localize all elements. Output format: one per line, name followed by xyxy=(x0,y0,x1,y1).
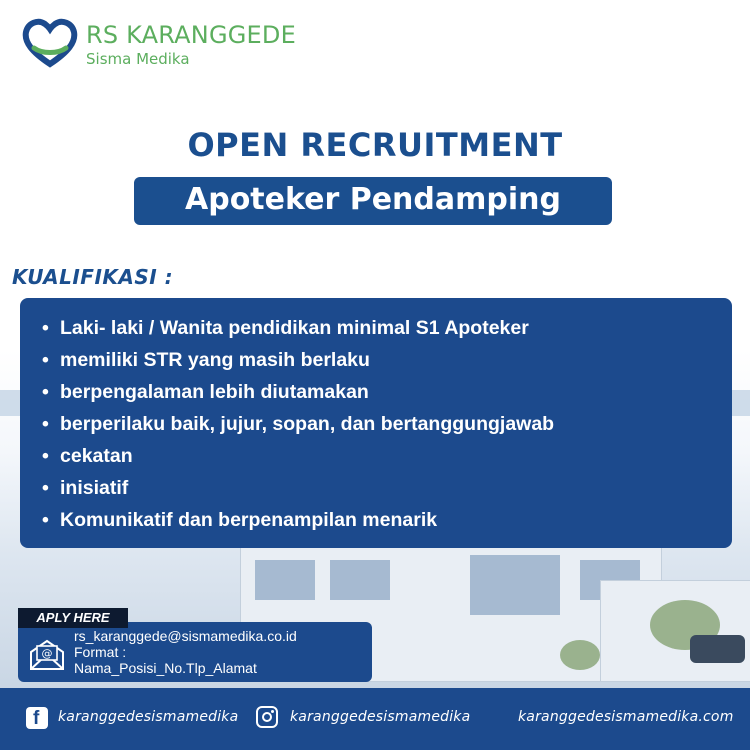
apply-here-tag: APLY HERE xyxy=(18,608,128,628)
hospital-logo xyxy=(22,18,296,68)
website-link[interactable]: karanggedesismamedika.com xyxy=(518,709,734,725)
list-item: • berpengalaman lebih diutamakan xyxy=(42,381,369,403)
apply-info-box xyxy=(18,622,372,682)
logo-subtitle: Sisma Medika xyxy=(86,50,190,68)
facebook-icon[interactable]: f xyxy=(26,707,48,729)
page-title: OPEN RECRUITMENT xyxy=(187,126,563,164)
list-item: • inisiatif xyxy=(42,477,129,499)
instagram-handle[interactable]: karanggedesismamedika xyxy=(290,709,471,725)
qualifications-heading: KUALIFIKASI : xyxy=(12,265,174,289)
mail-icon xyxy=(28,638,66,672)
heart-logo-icon xyxy=(22,18,78,68)
list-item: • memiliki STR yang masih berlaku xyxy=(42,349,370,371)
instagram-icon[interactable] xyxy=(256,706,278,728)
facebook-handle[interactable]: karanggedesismamedika xyxy=(58,709,239,725)
apply-email[interactable]: rs_karanggede@sismamedika.co.id xyxy=(74,628,297,644)
qualifications-list xyxy=(42,312,732,536)
list-item: • cekatan xyxy=(42,445,133,467)
logo-title: RS KARANGGEDE xyxy=(86,21,296,49)
apply-format-label: Format : xyxy=(74,644,127,660)
footer xyxy=(0,688,750,750)
list-item: • berperilaku baik, jujur, sopan, dan bertanggungjawab xyxy=(42,413,555,435)
list-item: • Komunikatif dan berpenampilan menarik xyxy=(42,509,438,531)
qualifications-panel xyxy=(20,298,732,548)
svg-text:@: @ xyxy=(41,647,53,660)
list-item: • Laki- laki / Wanita pendidikan minimal S1 Apoteker xyxy=(42,317,529,339)
position-badge: Apoteker Pendamping xyxy=(134,177,612,225)
apply-format-value: Nama_Posisi_No.Tlp_Alamat xyxy=(74,660,257,676)
